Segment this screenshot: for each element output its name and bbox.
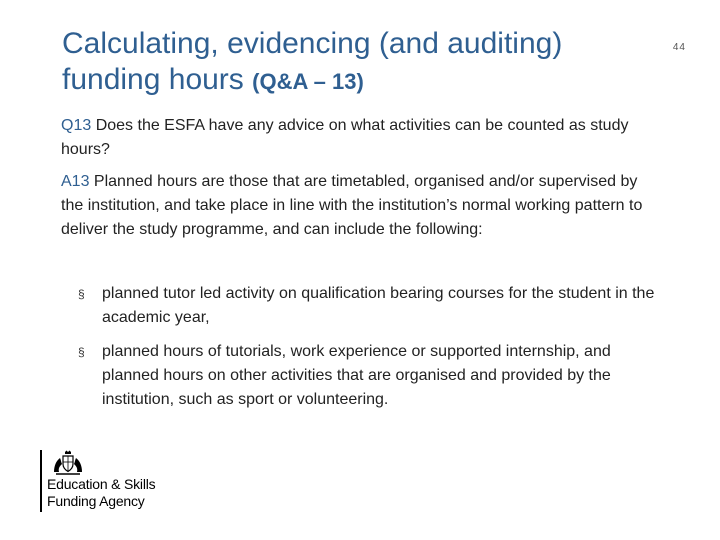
- org-line-2: Funding Agency: [47, 493, 145, 509]
- bullet-marker: §: [78, 345, 85, 359]
- answer-paragraph: [61, 170, 661, 242]
- title-suffix: (Q&A – 13): [252, 69, 364, 94]
- organisation-name: [47, 476, 212, 510]
- title-line-1: Calculating, evidencing (and auditing): [62, 27, 563, 60]
- org-line-1: Education & Skills: [47, 476, 156, 492]
- question-text: Does the ESFA have any advice on what activities can be counted as study hours?: [61, 117, 629, 158]
- answer-text: Planned hours are those that are timetabled, organised and/or supervised by the institution, and take place in line with the institution’s normal working pattern to deliver the study programme, and can include the following:: [61, 173, 643, 238]
- bullet-marker: §: [78, 287, 85, 301]
- question-label: Q13: [61, 117, 92, 134]
- royal-crest-icon: [48, 450, 88, 476]
- answer-label: A13: [61, 173, 90, 190]
- bullet-text: planned hours of tutorials, work experience or supported internship, and planned hours on other activities that are organised and provided by the institution, such as sport or volunteering.: [102, 343, 611, 408]
- esfa-logo: [40, 450, 210, 512]
- bullet-text: planned tutor led activity on qualification bearing courses for the student in the academic year,: [102, 285, 655, 326]
- question-paragraph: [61, 114, 661, 162]
- slide-title: [62, 26, 662, 100]
- logo-divider: [40, 450, 42, 512]
- page-number: 44: [672, 42, 686, 53]
- bullet-item: [78, 282, 668, 330]
- title-line-2: funding hours: [62, 63, 253, 96]
- bullet-item: [78, 340, 668, 412]
